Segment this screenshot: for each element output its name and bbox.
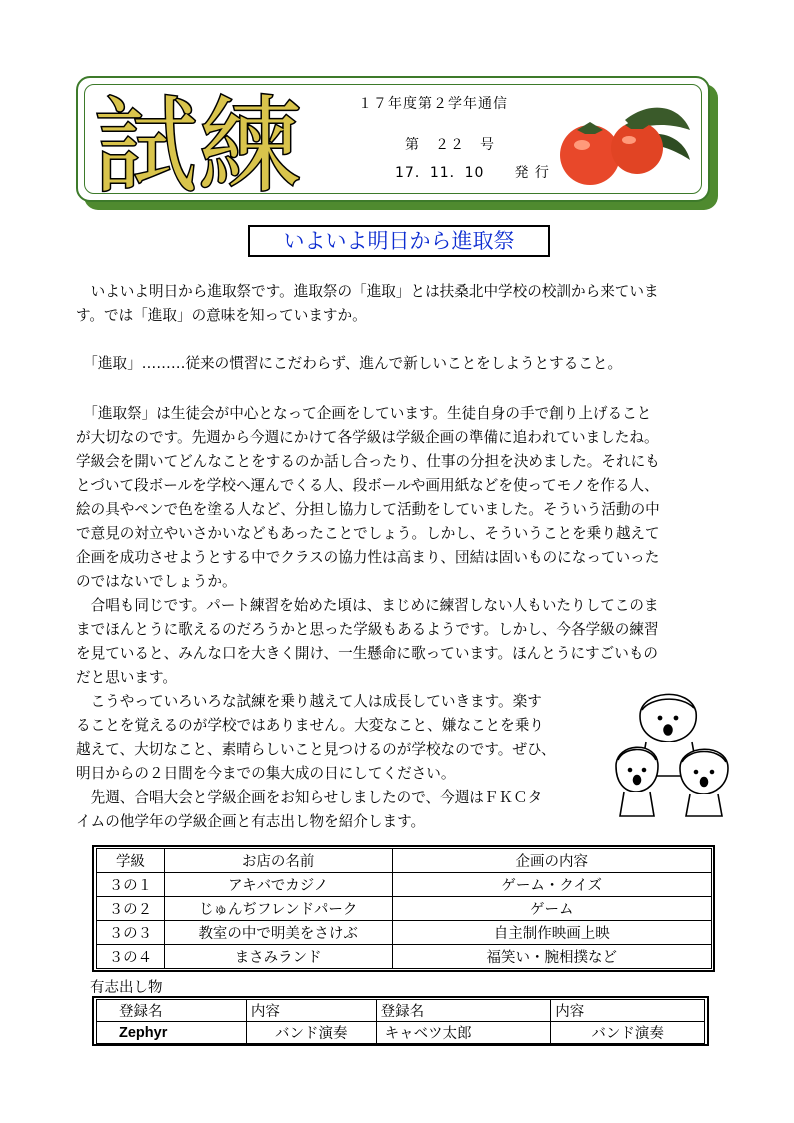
table-row (97, 873, 712, 897)
table-cell: バンド演奏 (551, 1022, 705, 1044)
newsletter-logo (92, 84, 354, 196)
table-header-cell: 登録名 (376, 1000, 551, 1022)
volunteer-table (96, 999, 705, 1044)
table-cell: アキバでカジノ (164, 873, 392, 897)
svg-text:試練: 試練 (94, 85, 303, 196)
table-cell: ゲーム・クイズ (392, 873, 712, 897)
table-header-cell: 学級 (97, 849, 165, 873)
table-header-cell: 登録名 (97, 1000, 247, 1022)
table-cell: 自主制作映画上映 (392, 921, 712, 945)
table-cell: じゅんぢフレンドパーク (164, 897, 392, 921)
table-cell: バンド演奏 (246, 1022, 376, 1044)
paragraph-4: 合唱も同じです。パート練習を始めた頃は、まじめに練習しない人もいたりしてこのま までほんとうに歌えるのだろうかと思った学級もあるようです。しかし、今各学級の練習 を見ていると、みんな口を大きく開け、一生懸命に歌っています。ほんとうにすごいもの だと思います。 (76, 597, 659, 686)
table-header-cell: 企画の内容 (392, 849, 712, 873)
paragraph-6: 先週、合唱大会と学級企画をお知らせしましたので、今週はＦＫＣタ イムの他学年の学級企画と有志出し物を紹介します。 (76, 789, 543, 830)
table-header-row (97, 1000, 705, 1022)
table-cell: 教室の中で明美をさけぶ (164, 921, 392, 945)
class-projects-table (96, 848, 712, 969)
table-header-row (97, 849, 712, 873)
paragraph-3: 「進取祭」は生徒会が中心となって企画をしています。生徒自身の手で創り上げること が大切なのです。先週から今週にかけて各学級は学級企画の準備に追われていましたね。 学級会を開いてどんなことをするのか話し合ったり、仕事の分担を決めました。それにも とづいて段ボールを学校へ運んでくる人、段ボールや画用紙などを使ってモノを作る人、 絵の具やペンで色を塗る人など、分担し協力して活動をしていました。そういう活動の中 で意見の対立やいさかいなどもあったことでしょう。しかし、そういうことを乗り越えて 企画を成功させようとする中でクラスの協力性は高まり、団結は固いものになっていった のではないでしょうか。 (76, 405, 660, 590)
table-cell: ３の３ (97, 921, 165, 945)
paragraph-1: いよいよ明日から進取祭です。進取祭の「進取」とは扶桑北中学校の校訓から来ていま す。では「進取」の意味を知っていますか。 (76, 283, 659, 324)
grade-line: １７年度第２学年通信 (358, 96, 508, 112)
table-row (97, 921, 712, 945)
table-cell: キャベツ太郎 (376, 1022, 551, 1044)
table-cell: ３の２ (97, 897, 165, 921)
issue-number: 第 ２２ 号 (405, 137, 495, 153)
table-header-cell: お店の名前 (164, 849, 392, 873)
table-row (97, 897, 712, 921)
table-cell: まさみランド (164, 945, 392, 969)
paragraph-2: 「進取」………従来の慣習にこだわらず、進んで新しいことをしようとすること。 (76, 355, 623, 372)
table-header-cell: 内容 (551, 1000, 705, 1022)
singing-students-illustration (610, 676, 744, 818)
table-row (97, 1022, 705, 1044)
paragraph-5: こうやっていろいろな試練を乗り越えて人は成長していきます。楽す ることを覚えるのが学校ではありません。大変なこと、嫌なことを乗り 越えて、大切なこと、素晴らしいこと見つけるのが学校なのです。ぜひ、 明日からの２日間を今までの集大成の日にしてください。 (76, 693, 556, 782)
table-cell: ３の１ (97, 873, 165, 897)
issue-date: 17．11．10 発 行 (395, 165, 550, 181)
table-header-cell: 内容 (246, 1000, 376, 1022)
table-row (97, 945, 712, 969)
headline: いよいよ明日から進取祭 (248, 225, 550, 257)
table-cell: 福笑い・腕相撲など (392, 945, 712, 969)
table-cell: ゲーム (392, 897, 712, 921)
table-cell: ３の４ (97, 945, 165, 969)
persimmon-illustration (555, 100, 695, 190)
volunteer-title: 有志出し物 (90, 980, 163, 996)
table-cell: Zephyr (97, 1022, 247, 1044)
